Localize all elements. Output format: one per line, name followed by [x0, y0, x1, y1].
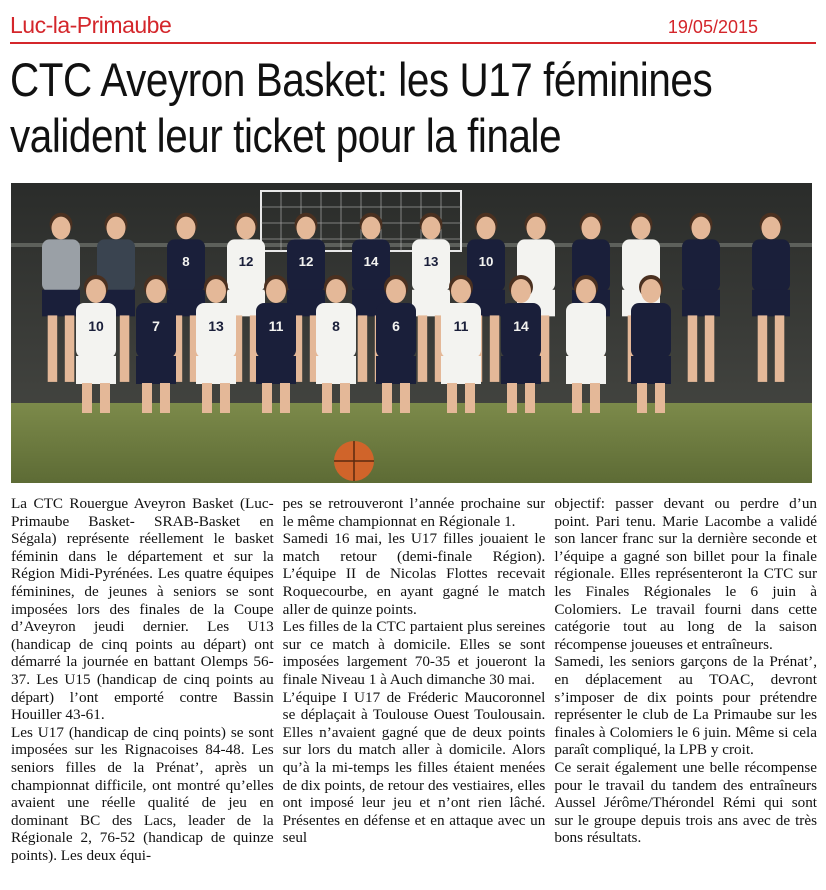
article-paragraph: L’équipe I U17 de Fréderic Maucoronnel se déplaçait à Toulouse Ouest Toulousain. Elles n’avaient gagné que de deux points sur lors du match aller à domicile. Alors qu’à la mi-temps les filles étaient menées de dix points, de retour des vestiaires, elles ont imposé leur jeu et n’ont rien lâché. Présentes en défense et en attaque avec un seul [282, 688, 546, 847]
jersey-number: 14 [363, 254, 379, 269]
article-paragraph: Ce serait également une belle récompense pour le travail du tandem des entraîneurs Aussel Jérôme/Thérondel Rémi qui sont sur le groupe depuis trois ans avec de très bons résultats. [554, 758, 818, 847]
jersey-number: 8 [182, 254, 190, 269]
article-paragraph: Les filles de la CTC partaient plus sereines sur ce match à domicile. Elles se sont imposées largement 70-35 et joueront la finale Niveau 1 à Auch dimanche 30 mai. [282, 618, 546, 688]
team-photo [11, 183, 812, 483]
article-paragraph: pes se retrouveront l’année prochaine sur le même championnat en Régionale 1. [282, 495, 546, 530]
jersey-number: 13 [423, 254, 439, 269]
article-column-3 [554, 495, 817, 890]
jersey-number: 8 [332, 318, 340, 334]
jersey-number: 13 [208, 318, 224, 334]
team-photo-illustration [11, 183, 812, 483]
article-column-2 [283, 495, 546, 890]
jersey-number: 10 [478, 254, 494, 269]
article-body [11, 495, 817, 890]
header-date: 19/05/2015 [667, 17, 758, 37]
jersey-number: 12 [238, 254, 254, 269]
jersey-number: 10 [88, 318, 104, 334]
article-column-1 [11, 495, 274, 890]
jersey-number: 7 [152, 318, 160, 334]
jersey-number: 11 [453, 318, 469, 334]
headline-line-1: CTC Aveyron Basket: les U17 féminines [10, 53, 713, 106]
jersey-number: 6 [392, 318, 400, 334]
headline [10, 52, 713, 164]
jersey-number: 12 [298, 254, 314, 269]
headline-line-2: valident leur ticket pour la finale [10, 109, 562, 162]
article-paragraph: Samedi, les seniors garçons de la Prénat’, en déplacement au TOAC, devront s’imposer de dix points pour prétendre représenter le club de La Primaube sur les finales à Colomiers le 6 juin. Même si cela paraît compliqué, la LPB y croit. [554, 653, 818, 759]
article-paragraph: Samedi 16 mai, les U17 filles jouaient le match retour (demi-finale Région). L’équipe II de Nicolas Flottes recevait Roquecourbe, en ayant gagné le match aller de quinze points. [282, 530, 546, 618]
jersey-number: 14 [513, 318, 529, 334]
article-paragraph: Les U17 (handicap de cinq points) se sont imposées sur les Rignacoises 84-48. Les seniors filles de la Prénat’, après un championnat difficile, ont montré qu’elles avaient une réelle qualité de jeu en dominant BC des Lacs, leader de la Régionale 2, 76-52 (handicap de quinze points). Les deux équi- [11, 723, 274, 864]
article-paragraph: objectif: passer devant ou perdre d’un point. Pari tenu. Marie Lacombe a validé son lancer franc sur la dernière seconde et l’équipe a gagné son billet pour la finale régionale. Elles représenteront la CTC sur les Finales Régionales le 6 juin à Colomiers. Le travail fourni dans cette catégorie tout au long de la saison récompense joueuses et entraîneurs. [554, 495, 818, 653]
header-city: Luc-la-Primaube [10, 12, 172, 38]
article-paragraph: La CTC Rouergue Aveyron Basket (Luc-Primaube Basket- SRAB-Basket en Ségala) représente réellement le basket féminin dans le département et sur la Région Midi-Pyrénées. Les quatre équipes féminines, de jeunes à seniors se sont imposées lors des finales de la Coupe d’Aveyron jeudi dernier. Les U13 (handicap de cinq points au départ) ont démarré la journée en battant Olemps 56-37. Les U15 (handicap de cinq points au départ) l’ont emporté contre Bassin Houiller 43-61. [11, 495, 274, 724]
jersey-number: 11 [268, 318, 284, 334]
header-rule [10, 42, 816, 44]
